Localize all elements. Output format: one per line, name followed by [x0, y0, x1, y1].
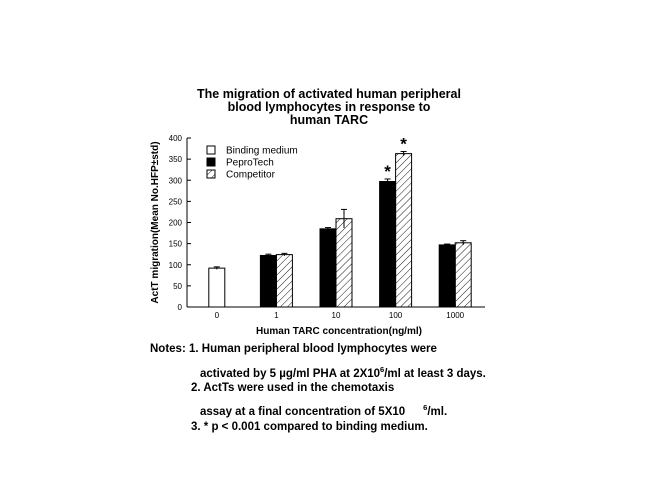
y-tick-label: 350 [168, 155, 182, 165]
x-axis-label: Human TARC concentration(ng/ml) [256, 326, 422, 337]
y-axis-label: ActT migration(Mean No.HFP±std) [150, 141, 161, 304]
chart-title-line: human TARC [289, 113, 369, 127]
legend-label: Competitor [226, 169, 275, 181]
note-line-4 [200, 404, 447, 418]
note-line-5: 3. * p < 0.001 compared to binding medium. [191, 421, 428, 433]
y-tick-label: 200 [168, 218, 182, 228]
note-line-2-exponent: 6 [380, 365, 385, 374]
note-line-4-tail: /ml. [427, 405, 448, 418]
chart-title-line: The migration of activated human peripheral [197, 87, 461, 101]
legend-swatch [207, 158, 215, 166]
y-tick-label: 400 [168, 134, 182, 143]
bar [209, 268, 225, 307]
legend-label: PeproTech [226, 157, 274, 169]
note-line-4-exponent: 6 [423, 403, 428, 412]
chart-title-line: blood lymphocytes in response to [227, 100, 431, 114]
bar [276, 255, 292, 307]
bar [320, 229, 336, 307]
x-tick-label: 1 [274, 311, 279, 320]
x-tick-label: 1000 [446, 311, 465, 320]
x-tick-label: 10 [331, 311, 341, 320]
legend-swatch [207, 146, 215, 154]
note-line-1: Notes: 1. Human peripheral blood lymphocytes were [150, 343, 437, 355]
bar [260, 255, 276, 307]
bar [380, 182, 396, 307]
bar [336, 219, 352, 307]
legend-swatch [207, 170, 215, 178]
y-tick-label: 100 [168, 260, 182, 270]
x-tick-label: 0 [214, 311, 220, 320]
significance-marker: * [384, 161, 391, 181]
axes [150, 134, 485, 337]
note-line-2 [200, 366, 486, 380]
bar [439, 245, 455, 307]
bar [396, 154, 412, 307]
y-tick-label: 150 [168, 239, 182, 249]
y-tick-label: 300 [168, 176, 182, 186]
y-tick-label: 50 [173, 281, 182, 291]
y-tick-label: 0 [177, 303, 182, 312]
bar [455, 243, 471, 307]
legend [207, 146, 298, 181]
chart-title [197, 87, 461, 127]
x-tick-label: 100 [388, 311, 403, 320]
note-line-2-text: activated by 5 µg/ml PHA at 2X10 [200, 367, 381, 380]
y-tick-label: 250 [168, 197, 182, 207]
significance-marker: * [400, 134, 407, 154]
legend-label: Binding medium [226, 145, 298, 157]
note-line-3: 2. ActTs were used in the chemotaxis [191, 382, 395, 394]
note-line-2-tail: /ml at least 3 days. [384, 367, 486, 380]
note-line-4-text: assay at a final concentration of 5X10 [200, 405, 406, 418]
